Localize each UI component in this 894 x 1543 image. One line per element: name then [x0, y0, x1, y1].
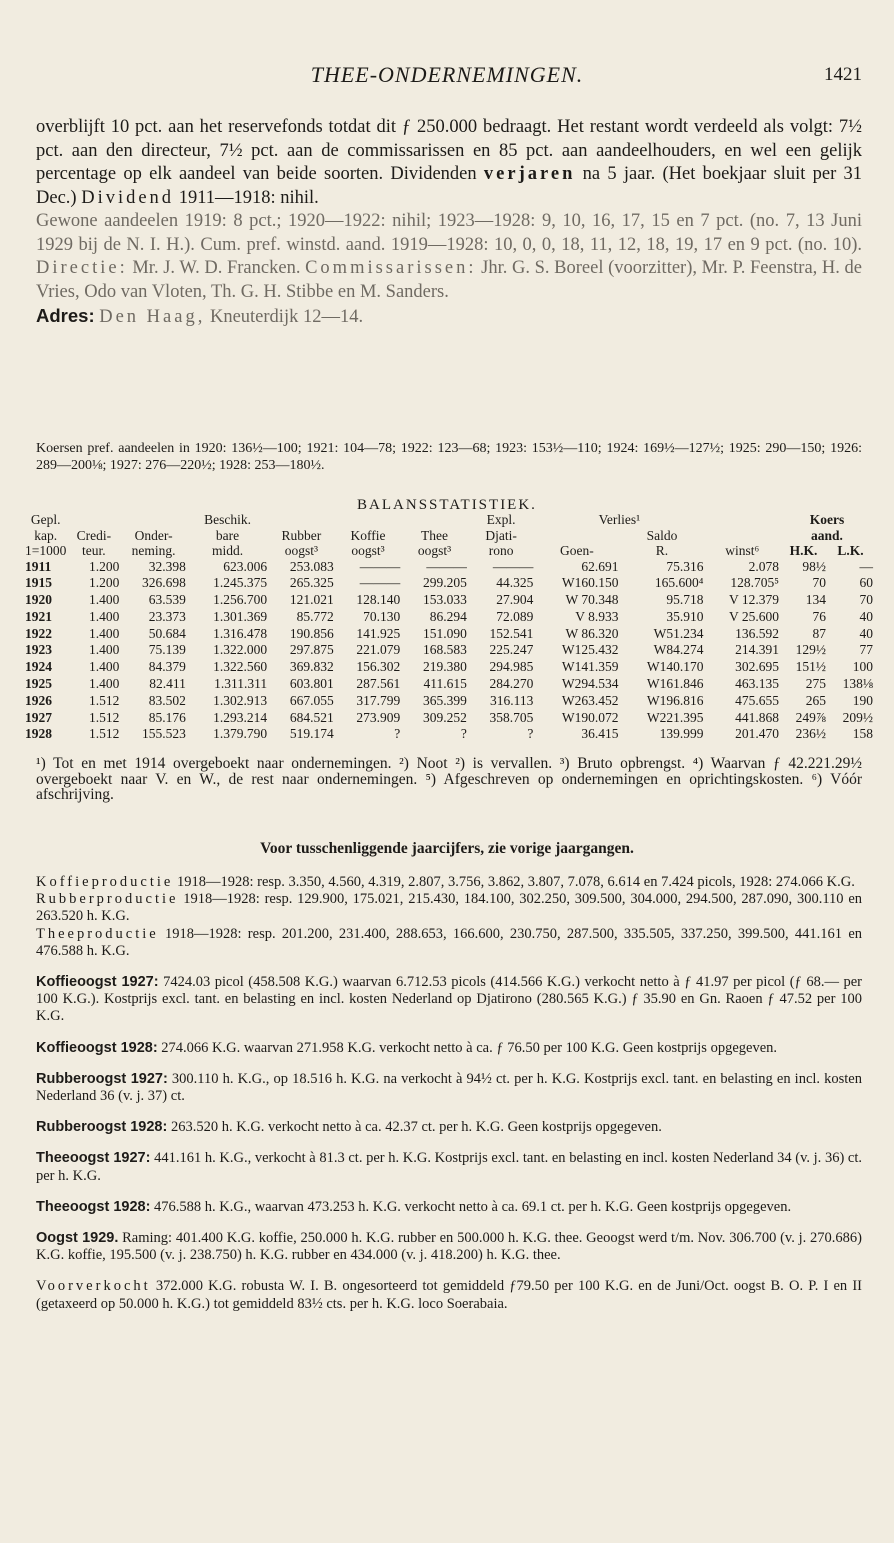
table-cell: 1.200: [88, 558, 120, 574]
table-cell: 265: [805, 692, 826, 708]
row-year: 1923: [25, 642, 52, 658]
table-cell: 1.512: [88, 726, 120, 742]
table-cell: 70.130: [363, 608, 401, 624]
table-cell: ?: [527, 726, 534, 742]
table-cell: 1.400: [88, 608, 120, 624]
table-cell: 141.925: [356, 625, 401, 641]
table-cell: 165.600⁴: [654, 575, 704, 591]
section-label: Rubberproductie: [36, 891, 179, 908]
table-cell: 1.400: [88, 642, 120, 658]
section-paragraph: [36, 1071, 862, 1105]
section-text: 263.520 h. K.G. verkocht netto à ca. 42.37 ct. per h. K.G. Geen kostprijs opgegeven.: [170, 1119, 662, 1136]
table-cell: 63.539: [148, 592, 186, 608]
table-cell: 1.379.790: [213, 726, 268, 742]
production-sections: [36, 874, 862, 1313]
section-text: 300.110 h. K.G., op 18.516 h. K.G. na verkocht à 94½ ct. per h. K.G. Kostprijs excl. tant. en belasting en incl. kosten Nederland 36 (v. j. 37) ct.: [36, 1070, 862, 1105]
table-cell: 475.655: [735, 692, 779, 708]
table-cell: 35.910: [666, 608, 704, 624]
table-cell: 151½: [795, 659, 826, 675]
table-cell: 75.316: [666, 558, 704, 574]
section-text: 441.161 h. K.G., verkocht à 81.3 ct. per h. K.G. Kostprijs excl. tant. en belasting en incl. kosten Nederland 34 (v. j. 36) ct. per h. K.G.: [36, 1150, 863, 1184]
table-cell: 23.373: [148, 608, 186, 624]
table-cell: V 12.379: [728, 592, 779, 608]
sub-heading: Voor tusschenliggende jaarcijfers, zie vorige jaargangen.: [260, 840, 634, 857]
table-cell: 1.245.375: [213, 575, 268, 591]
table-cell: 297.875: [289, 642, 334, 658]
table-cell: W160.150: [561, 575, 619, 591]
table-cell: 85.772: [296, 608, 334, 624]
section-text: 7424.03 picol (458.508 K.G.) waarvan 6.712.53 picols (414.566 K.G.) verkocht netto à ƒ 41.97 per picol (ƒ 68.— per 100 K.G.). Kostprijs excl. tant. en belasting en incl. kosten Nederland op Djatirono (280.565 K.G.) ƒ 35.90 en Gn. Raoen ƒ 47.52 per 100 K.G.: [36, 974, 862, 1025]
table-cell: V 8.933: [575, 608, 619, 624]
table-cell: 253.083: [289, 558, 334, 574]
table-cell: 221.079: [356, 642, 401, 658]
table-cell: 1.316.478: [213, 625, 268, 641]
row-year: 1921: [25, 608, 52, 624]
table-cell: 519.174: [289, 726, 334, 742]
table-head-row: kap. Credi- Onder- bare Rubber Koffie Thee Djati- Saldo aand.: [34, 527, 843, 543]
section-label: Koffieoogst 1928:: [36, 1039, 158, 1056]
table-cell: 190: [852, 692, 873, 708]
table-cell: 1.256.700: [213, 592, 268, 608]
section-paragraph: [36, 974, 862, 1026]
section-text: Raming: 401.400 K.G. koffie, 250.000 h. K.G. rubber en 500.000 h. K.G. thee. Geoogst werd t/m. Nov. 306.700 (v. j. 270.686) K.G. koffie, 195.500 (v. j. 238.750) h. K.G. rubber en 434.000 (v. j. 418.200) h. K.G. thee.: [36, 1230, 863, 1264]
table-head-row: 1=1000 teur. neming. midd. oogst³ oogst³ oogst³ rono Goen- R. winst⁶ H.K. L.K.: [25, 543, 864, 558]
table-cell: 411.615: [423, 676, 467, 692]
table-cell: 1.302.913: [213, 692, 268, 708]
row-year: 1915: [25, 575, 52, 591]
table-cell: 100: [852, 659, 873, 675]
table-cell: 82.411: [149, 676, 186, 692]
table-cell: 236½: [795, 726, 826, 742]
intro-text: [36, 116, 862, 330]
table-cell: W 70.348: [565, 592, 619, 608]
table-cell: 136.592: [735, 625, 779, 641]
section-label: Koffieproductie: [36, 874, 174, 890]
table-cell: 44.325: [496, 575, 534, 591]
section-label: Rubberoogst 1928:: [36, 1119, 168, 1136]
table-cell: 441.868: [735, 709, 779, 725]
section-paragraph: [36, 1278, 862, 1312]
table-cell: ———: [492, 558, 534, 574]
table-row: [24, 642, 874, 659]
row-year: 1928: [25, 726, 52, 742]
table-cell: 209½: [842, 709, 873, 725]
table-cell: 317.799: [356, 692, 401, 708]
table-cell: 1.512: [88, 692, 120, 708]
table-cell: 1.293.214: [213, 709, 268, 725]
table-cell: 153.033: [422, 592, 467, 608]
table-cell: 75.139: [148, 642, 186, 658]
table-cell: 72.089: [496, 608, 534, 624]
section-text: 274.066 K.G. waarvan 271.958 K.G. verkocht netto à ca. ƒ 76.50 per 100 K.G. Geen kostprijs opgegeven.: [161, 1039, 778, 1056]
section-paragraph: [36, 891, 862, 925]
table-cell: 225.247: [489, 642, 534, 658]
table-cell: 287.561: [356, 676, 401, 692]
table-cell: W84.274: [653, 642, 704, 658]
table-cell: 98½: [802, 558, 826, 574]
table-cell: 128.705⁵: [730, 575, 779, 591]
table-cell: 326.698: [142, 575, 186, 591]
table-cell: 70: [859, 592, 873, 608]
table-cell: W 86.320: [565, 625, 619, 641]
table-cell: 155.523: [142, 726, 186, 742]
table-cell: 316.113: [490, 692, 534, 708]
table-cell: 87: [812, 625, 826, 641]
section-text: 476.588 h. K.G., waarvan 473.253 h. K.G. verkocht netto à ca. 69.1 ct. per h. K.G. Geen kostprijs opgegeven.: [154, 1198, 792, 1215]
table-cell: 684.521: [289, 709, 334, 725]
section-paragraph: [36, 1150, 862, 1184]
table-cell: 1.311.311: [214, 676, 268, 692]
table-cell: 139.999: [659, 726, 704, 742]
table-head-row: Gepl. Beschik. Expl. Verlies¹ Koers: [30, 512, 845, 527]
table-cell: 40: [859, 625, 873, 641]
table-cell: ?: [460, 726, 467, 742]
table-cell: 156.302: [356, 659, 401, 675]
table-cell: 86.294: [429, 608, 467, 624]
footnotes: ¹) Tot en met 1914 overgeboekt naar ondernemingen. ²) Noot ²) is vervallen. ³) Bruto opbrengst. ⁴) Waarvan ƒ 42.221.29½ overgeboekt naar V. en W., de rest naar ondernemingen. ⁵) Afgeschreven op ondernemingen en oprichtingskosten. ⁶) Vóór afschrijving.: [36, 755, 862, 803]
table-cell: W161.846: [646, 676, 704, 692]
table-cell: 1.400: [88, 592, 120, 608]
table-cell: 1.322.000: [213, 642, 268, 658]
table-cell: 603.801: [289, 676, 334, 692]
table-cell: 151.090: [422, 625, 467, 641]
table-cell: 1.322.560: [213, 659, 268, 675]
table-cell: 1.400: [88, 625, 120, 641]
table-cell: 1.400: [88, 676, 120, 692]
running-header: [0, 58, 894, 98]
section-label: Voorverkocht: [36, 1278, 151, 1295]
table-cell: W51.234: [653, 625, 704, 641]
table-cell: 121.021: [289, 592, 334, 608]
table-cell: ———: [426, 558, 467, 574]
table-row: [24, 710, 874, 727]
table-cell: 168.583: [422, 642, 467, 658]
table-cell: 62.691: [581, 558, 619, 574]
section-label: Theeoogst 1928:: [36, 1198, 151, 1215]
section-text: 1918—1928: resp. 129.900, 175.021, 215.430, 184.100, 302.250, 309.500, 304.000, 294.500, 287.090, 300.110 en 263.520 h. K.G.: [36, 891, 863, 925]
section-label: Oogst 1929.: [36, 1230, 119, 1247]
row-year: 1922: [25, 625, 52, 641]
table-cell: —: [859, 558, 873, 574]
table-cell: W263.452: [561, 692, 619, 708]
table-cell: 190.856: [289, 625, 334, 641]
table-cell: W221.395: [646, 709, 704, 725]
row-year: 1926: [25, 692, 52, 708]
share-quotes: Koersen pref. aandeelen in 1920: 136½—100; 1921: 104—78; 1922: 123—68; 1923: 153½—110; 1924: 169½—127½; 1925: 290—150; 1926: 289—200⅛; 1927: 276—220½; 1928: 253—180½.: [36, 441, 862, 473]
table-cell: 309.252: [422, 709, 467, 725]
section-label: Koffieoogst 1927:: [36, 974, 159, 991]
table-cell: 95.718: [666, 592, 704, 608]
table-cell: 214.391: [735, 642, 779, 658]
table-cell: 152.541: [489, 625, 534, 641]
page-number: 1421: [824, 64, 862, 85]
section-label: Theeproductie: [36, 925, 159, 942]
balance-statistics-table: [24, 512, 874, 743]
row-year: 1927: [25, 709, 52, 725]
table-cell: 36.415: [581, 726, 619, 742]
table-cell: 667.055: [289, 692, 334, 708]
section-paragraph: [36, 1119, 862, 1136]
section-label: Theeoogst 1927:: [36, 1150, 151, 1167]
table-cell: 83.502: [148, 692, 186, 708]
table-cell: 201.470: [735, 726, 779, 742]
table-cell: 275: [805, 676, 826, 692]
section-paragraph: [36, 926, 862, 960]
table-cell: 1.512: [88, 709, 120, 725]
table-cell: 249⅞: [795, 709, 826, 725]
table-row: [24, 676, 874, 693]
section-text: 1918—1928: resp. 201.200, 231.400, 288.653, 166.600, 230.750, 287.500, 335.505, 337.250, 399.500, 441.161 en 476.588 h. K.G.: [36, 925, 863, 959]
row-year: 1920: [25, 592, 52, 608]
table-cell: 77: [859, 642, 873, 658]
section-label: Rubberoogst 1927:: [36, 1070, 168, 1087]
table-cell: W141.359: [561, 659, 619, 675]
table-cell: 302.695: [735, 659, 779, 675]
table-row: [24, 559, 874, 576]
table-cell: 76: [812, 608, 826, 624]
paragraph-address: Adres: Den Haag, Kneuterdijk 12—14.: [36, 305, 364, 327]
table-cell: 70: [812, 575, 826, 591]
row-year: 1925: [25, 676, 52, 692]
table-cell: 40: [859, 608, 873, 624]
table-cell: V 25.600: [728, 608, 779, 624]
table-cell: ———: [359, 575, 401, 591]
table-cell: 284.270: [489, 676, 534, 692]
table-row: [24, 592, 874, 609]
row-year: 1924: [25, 659, 52, 675]
table-row: [24, 575, 874, 592]
table-cell: ———: [359, 558, 401, 574]
paragraph-board: Gewone aandeelen 1919: 8 pct.; 1920—1922: nihil; 1923—1928: 9, 10, 16, 17, 15 en 7 pct. (no. 7, 13 Juni 1929 bij de N. I. H.). Cum. pref. winstd. aand. 1919—1928: 10, 0, 0, 18, 11, 12, 18, 19, 17 en 9 pct. (no. 10). Directie: Mr. J. W. D. Francken. Commissarissen: Jhr. G. S. Boreel (voorzitter), Mr. P. Feenstra, H. de Vries, Odo van Vloten, Th. G. H. Stibbe en M. Sanders.: [36, 211, 863, 302]
table-cell: 265.325: [289, 575, 334, 591]
section-paragraph: [36, 1040, 862, 1057]
table-cell: ?: [394, 726, 401, 742]
balance-statistics-title: BALANSSTATISTIEK.: [357, 497, 537, 513]
table-cell: 32.398: [148, 558, 186, 574]
section-paragraph: [36, 874, 862, 891]
table-cell: 50.684: [148, 625, 186, 641]
table-cell: 623.006: [223, 558, 268, 574]
table-cell: W196.816: [646, 692, 704, 708]
table-row: [24, 726, 874, 743]
section-paragraph: [36, 1230, 862, 1264]
row-year: 1911: [25, 558, 52, 574]
table-cell: 1.200: [88, 575, 120, 591]
table-row: [24, 609, 874, 626]
table-body: [24, 559, 874, 744]
table-cell: 138⅛: [842, 676, 873, 692]
table-cell: 128.140: [356, 592, 401, 608]
table-cell: W140.170: [646, 659, 704, 675]
table-row: [24, 626, 874, 643]
table-cell: 2.078: [748, 558, 779, 574]
table-cell: 463.135: [735, 676, 779, 692]
table-cell: 27.904: [496, 592, 534, 608]
table-cell: 299.205: [422, 575, 467, 591]
table-cell: 219.380: [422, 659, 467, 675]
table-cell: W190.072: [561, 709, 619, 725]
table-cell: 358.705: [489, 709, 534, 725]
section-paragraph: [36, 1199, 862, 1216]
table-cell: 134: [805, 592, 826, 608]
table-cell: W294.534: [561, 676, 619, 692]
table-row: [24, 693, 874, 710]
paragraph-dividend: overblijft 10 pct. aan het reservefonds totdat dit ƒ 250.000 bedraagt. Het restant wordt verdeeld als volgt: 7½ pct. aan den directeur, 7½ pct. aan de commissarissen en 85 pct. aan aandeelhouders, en wel een gelijk percentage op elk aandeel van beide soorten. Dividenden verjaren na 5 jaar. (Het boekjaar sluit per 31 Dec.) Dividend 1911—1918: nihil.: [36, 117, 863, 208]
table-cell: 85.176: [148, 709, 186, 725]
section-text: 1918—1928: resp. 3.350, 4.560, 4.319, 2.807, 3.756, 3.862, 3.807, 7.078, 6.614 en 7.424 picols, 1928: 274.066 K.G.: [176, 874, 855, 890]
running-title: THEE-ONDERNEMINGEN.: [310, 62, 584, 87]
section-text: 372.000 K.G. robusta W. I. B. ongesorteerd tot gemiddeld ƒ79.50 per 100 K.G. en de Juni/Oct. oogst B. O. P. I en II (getaxeerd op 50.000 h. K.G.) tot gemiddeld 83½ cts. per h. K.G. loco Soerabaia.: [36, 1278, 862, 1312]
table-cell: 60: [859, 575, 873, 591]
table-cell: 365.399: [422, 692, 467, 708]
table-cell: 294.985: [489, 659, 534, 675]
table-cell: 273.909: [356, 709, 401, 725]
table-cell: W125.432: [561, 642, 619, 658]
table-cell: 1.400: [88, 659, 120, 675]
table-cell: 129½: [795, 642, 826, 658]
table-cell: 369.832: [289, 659, 334, 675]
table-cell: 84.379: [148, 659, 186, 675]
table-cell: 1.301.369: [213, 608, 268, 624]
table-row: [24, 659, 874, 676]
table-cell: 158: [852, 726, 873, 742]
